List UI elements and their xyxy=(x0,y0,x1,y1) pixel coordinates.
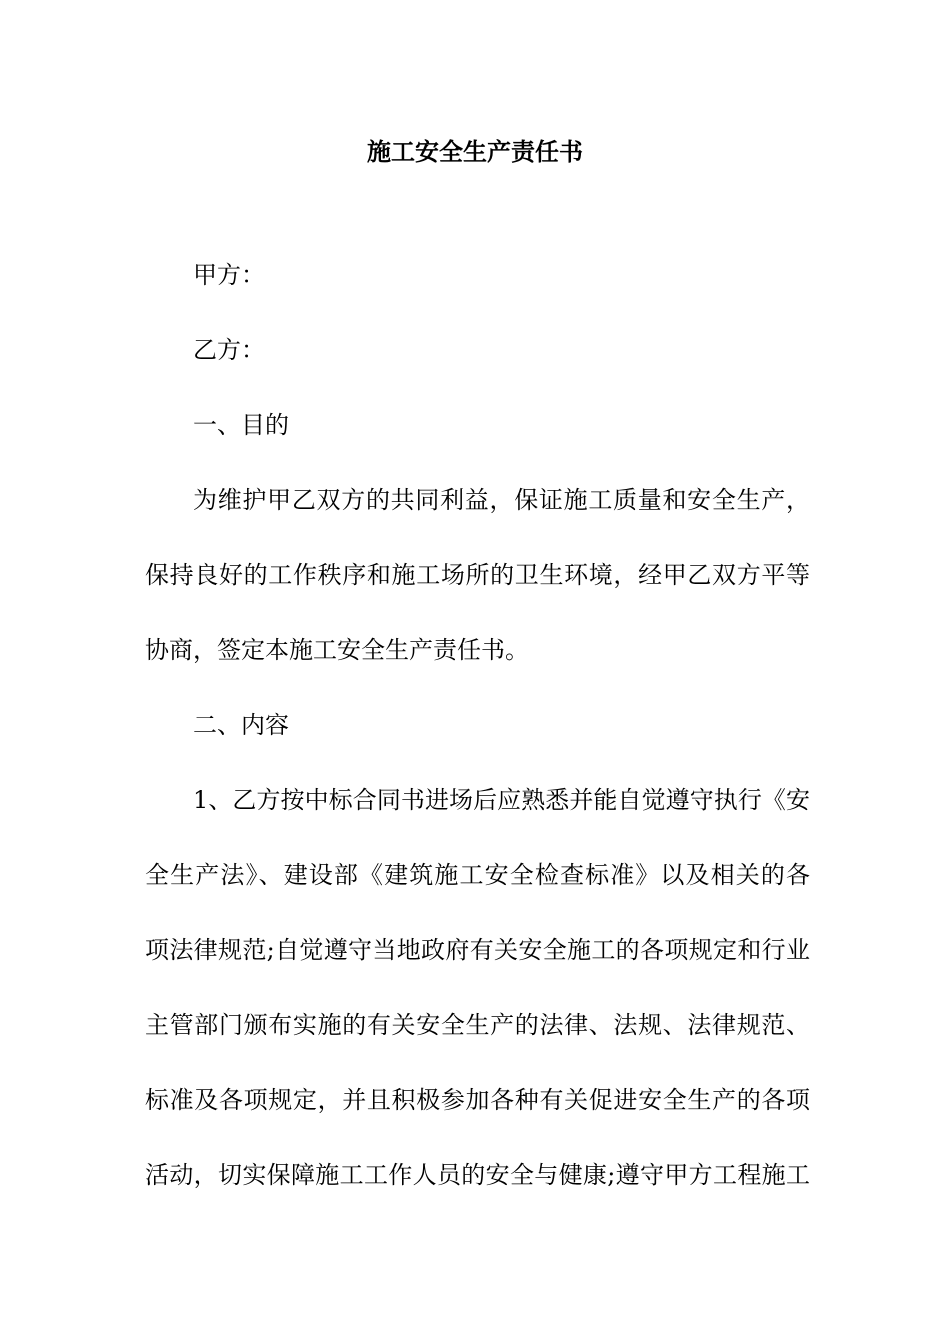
clause1-line-5: 标准及各项规定，并且积极参加各种有关促进安全生产的各项 xyxy=(145,1086,810,1114)
section2-heading: 二、内容 xyxy=(193,711,289,739)
clause1-line-2: 全生产法》、建设部《建筑施工安全检查标准》以及相关的各 xyxy=(145,861,810,889)
clause1-line-4: 主管部门颁布实施的有关安全生产的法律、法规、法律规范、 xyxy=(145,1011,810,1039)
clause1-line-1: 1、乙方按中标合同书进场后应熟悉并能自觉遵守执行《安 xyxy=(193,786,810,814)
section1-line-2: 保持良好的工作秩序和施工场所的卫生环境，经甲乙双方平等 xyxy=(145,561,810,589)
party-b-label: 乙方： xyxy=(193,336,265,364)
party-a-label: 甲方： xyxy=(193,261,265,289)
clause1-line-6: 活动，切实保障施工工作人员的安全与健康;遵守甲方工程施工 xyxy=(145,1161,810,1189)
section1-line-3: 协商，签定本施工安全生产责任书。 xyxy=(145,636,529,664)
section1-heading: 一、目的 xyxy=(193,411,289,439)
document-title: 施工安全生产责任书 xyxy=(367,137,583,166)
section1-line-1: 为维护甲乙双方的共同利益，保证施工质量和安全生产， xyxy=(193,486,810,514)
clause1-line-3: 项法律规范;自觉遵守当地政府有关安全施工的各项规定和行业 xyxy=(145,936,810,964)
